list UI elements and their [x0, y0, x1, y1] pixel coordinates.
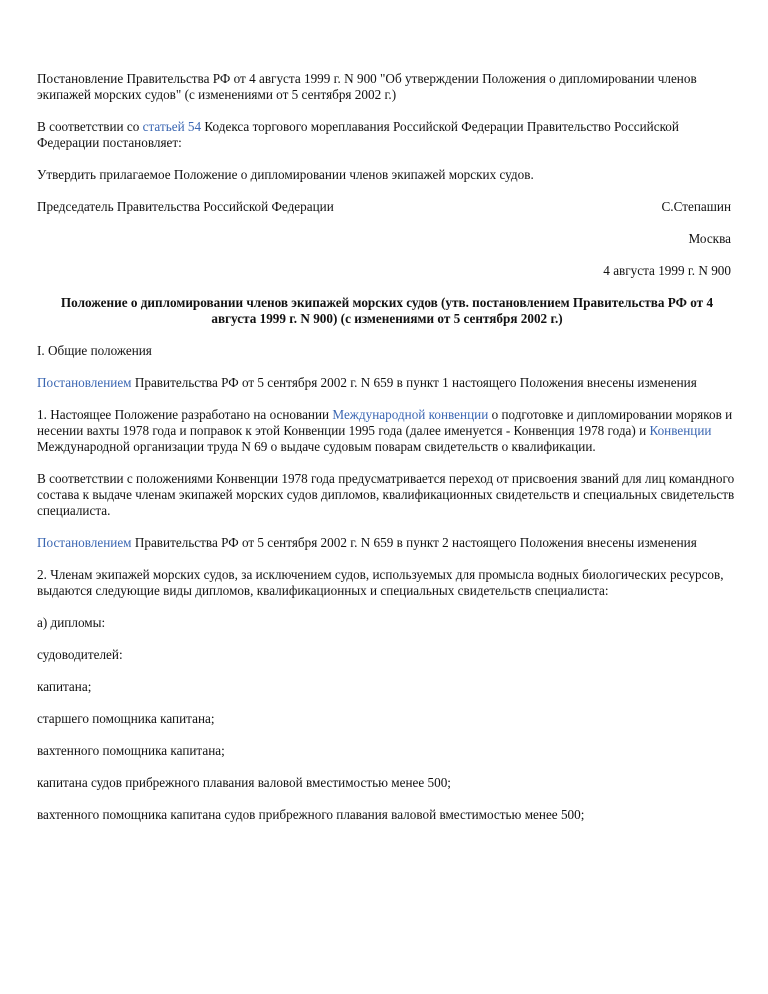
signature-row [37, 199, 737, 215]
change-note-2-text: Правительства РФ от 5 сентября 2002 г. N 659 в пункт 2 настоящего Положения внесены изменения [131, 535, 697, 550]
signatory-position: Председатель Правительства Российской Федерации [37, 199, 334, 214]
regulation-title: Положение о дипломировании членов экипажей морских судов (утв. постановлением Правительства РФ от 4 августа 1999 г. N 900) (с изменениями от 5 сентября 2002 г.) [60, 295, 714, 326]
signatory-name: С.Степашин [661, 199, 731, 214]
section-heading: I. Общие положения [37, 343, 152, 358]
amendment-link-1[interactable]: Постановлением [37, 375, 132, 390]
decree-title: Постановление Правительства РФ от 4 августа 1999 г. N 900 "Об утверждении Положения о дипломировании членов экипажей морских судов" (с изменениями от 5 сентября 2002 г.) [37, 71, 697, 102]
article-54-link[interactable]: статьей 54 [142, 119, 202, 134]
approve-statement: Утвердить прилагаемое Положение о дипломировании членов экипажей морских судов. [37, 167, 534, 182]
clause-1 [37, 407, 737, 455]
list-item: судоводителей: [37, 647, 123, 662]
clause-1-part-3: Международной организации труда N 69 о выдаче судовым поварам свидетельств о квалификации. [37, 439, 596, 454]
list-item: капитана судов прибрежного плавания валовой вместимостью менее 500; [37, 775, 451, 790]
document-page [37, 71, 737, 839]
convention-link[interactable]: Конвенции [649, 423, 712, 438]
list-item: старшего помощника капитана; [37, 711, 215, 726]
amendment-link-2[interactable]: Постановлением [37, 535, 132, 550]
international-convention-link[interactable]: Международной конвенции [332, 407, 489, 422]
list-item: а) дипломы: [37, 615, 106, 630]
list-item: вахтенного помощника капитана судов прибрежного плавания валовой вместимостью менее 500; [37, 807, 585, 822]
list-item: вахтенного помощника капитана; [37, 743, 225, 758]
preamble-text-before: В соответствии со [37, 119, 143, 134]
preamble [37, 119, 737, 151]
list-item: капитана; [37, 679, 92, 694]
change-note-1 [37, 375, 737, 391]
clause-1-part-2: о подготовке и дипломировании моряков и несении вахты 1978 года и поправок к этой Конвенции 1995 года (далее именуется - Конвенция 1978 года) и [37, 407, 733, 438]
signature-city: Москва [688, 231, 731, 246]
preamble-text-after: Кодекса торгового мореплавания Российской Федерации Правительство Российской Федерации постановляет: [37, 119, 679, 150]
change-note-1-text: Правительства РФ от 5 сентября 2002 г. N 659 в пункт 1 настоящего Положения внесены изменения [131, 375, 697, 390]
clause-1-continuation: В соответствии с положениями Конвенции 1978 года предусматривается переход от присвоения званий для лиц командного состава к выдаче членам экипажей морских судов дипломов, квалификационных свидетельств и специальных свидетельств специалиста. [37, 471, 735, 518]
clause-2: 2. Членам экипажей морских судов, за исключением судов, используемых для промысла водных биологических ресурсов, выдаются следующие виды дипломов, квалификационных и специальных свидетельств специалиста: [37, 567, 724, 598]
signature-date: 4 августа 1999 г. N 900 [603, 263, 731, 278]
change-note-2 [37, 535, 737, 551]
clause-1-part-1: 1. Настоящее Положение разработано на основании [37, 407, 333, 422]
